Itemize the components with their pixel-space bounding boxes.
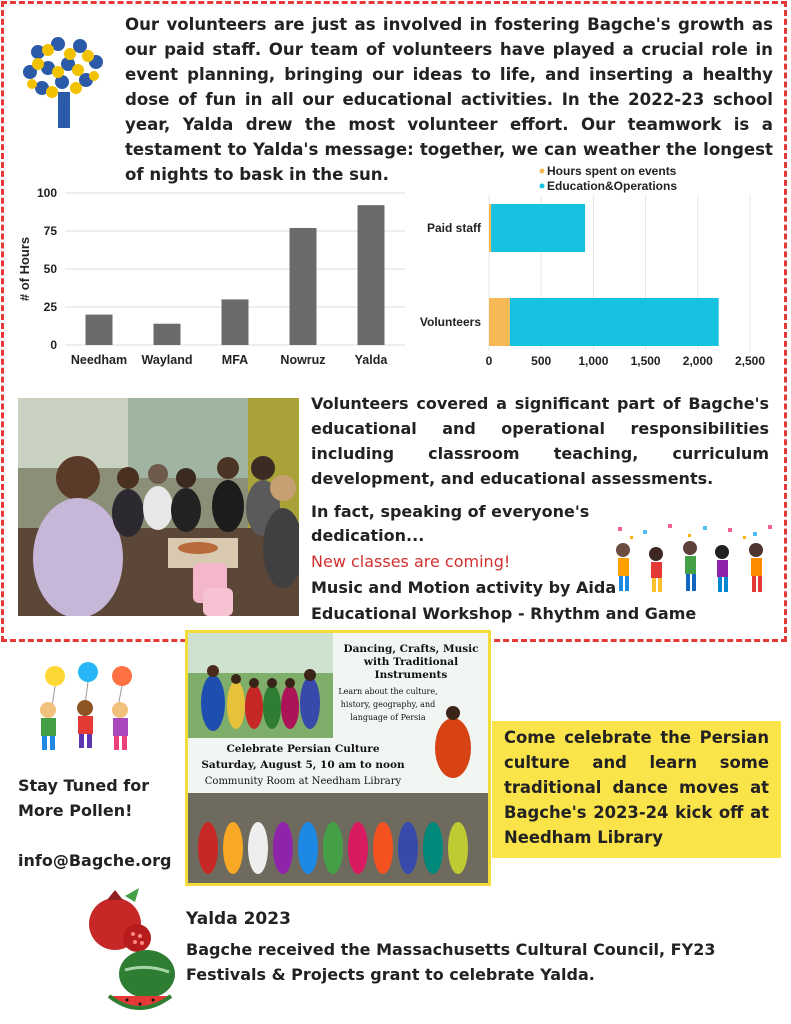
new-classes-text: New classes are coming! xyxy=(311,552,511,571)
celebrate-text: Come celebrate the Persian culture and learn some traditional dance moves at Bagche's 2023-24 kick off at Needham Library xyxy=(504,728,769,847)
stacked-bar-segment xyxy=(489,298,510,346)
stacked-bar-segment xyxy=(491,204,585,252)
x-tick-label: 500 xyxy=(531,354,552,368)
celebrate-callout xyxy=(492,721,781,858)
y-axis-label: # of Hours xyxy=(17,236,32,302)
flyer-heading: Dancing, Crafts, Music with Traditional Instruments xyxy=(343,643,479,681)
dedication-text: In fact, speaking of everyone's dedication... xyxy=(311,502,590,545)
volunteers-paragraph: Volunteers covered a significant part of Bagche's educational and operational responsibilities including classroom teaching, curriculum development, and educational assessments. xyxy=(311,394,769,488)
x-tick-label: Yalda xyxy=(354,353,388,367)
y-tick-label: Volunteers xyxy=(419,315,481,329)
y-tick-label: 50 xyxy=(43,262,57,276)
y-tick-label: 25 xyxy=(43,300,57,314)
x-tick-label: MFA xyxy=(221,353,249,367)
legend-swatch xyxy=(540,169,545,174)
workshop-text: Educational Workshop - Rhythm and Game xyxy=(311,604,697,623)
event-flyer xyxy=(185,630,491,886)
music-motion-text: Music and Motion activity by Aida xyxy=(311,578,617,597)
x-tick-label: Needham xyxy=(70,353,128,367)
staff-hours-chart-svg xyxy=(400,165,785,375)
events-hours-chart xyxy=(10,180,410,375)
volunteer-group-photo xyxy=(18,398,299,616)
bar xyxy=(222,299,249,345)
x-tick-label: 2,000 xyxy=(682,354,713,368)
yalda-title: Yalda 2023 xyxy=(186,909,291,929)
stacked-bar-segment xyxy=(489,204,491,252)
flyer-learn-text: Learn about the culture, history, geography, and language of Persia xyxy=(338,687,438,722)
hands-tree-logo xyxy=(18,32,108,132)
x-tick-label: 0 xyxy=(485,354,493,368)
bar xyxy=(154,324,181,345)
legend-swatch xyxy=(540,184,545,189)
y-tick-label: 0 xyxy=(50,338,57,352)
flyer-date: Saturday, August 5, 10 am to noon xyxy=(201,759,405,771)
flyer-place: Community Room at Needham Library xyxy=(204,776,402,787)
staff-hours-chart xyxy=(400,165,785,375)
x-tick-label: Wayland xyxy=(141,353,193,367)
balloon-kids-illustration xyxy=(30,662,145,757)
yalda-text: Bagche received the Massachusetts Cultural Council, FY23 Festivals & Projects grant to celebrate Yalda. xyxy=(186,940,716,984)
y-tick-label: Paid staff xyxy=(426,221,481,235)
x-tick-label: 1,000 xyxy=(578,354,609,368)
legend-label: Education&Operations xyxy=(547,179,678,193)
y-tick-label: 75 xyxy=(43,224,57,238)
y-tick-label: 100 xyxy=(36,186,57,200)
stay-tuned-text: Stay Tuned for More Pollen! xyxy=(18,776,150,820)
stacked-bar-segment xyxy=(510,298,719,346)
x-tick-label: 1,500 xyxy=(630,354,661,368)
intro-paragraph xyxy=(125,12,773,187)
contact-email[interactable]: info@Bagche.org xyxy=(18,851,172,870)
dancing-kids-illustration xyxy=(608,522,778,597)
x-tick-label: 2,500 xyxy=(734,354,766,368)
bar xyxy=(86,315,113,345)
intro-text: Our volunteers are just as involved in fostering Bagche's growth as our paid staff. Our team of volunteers have played a crucial role in event planning, bringing our ideas to life, and inserting a healthy dose of fun in all our educational activities. In the 2022-23 school year, Yalda drew the most volunteer effort. Our teamwork is a testament to Yalda's message: together, we can weather the longest of nights to bask in the sun. xyxy=(125,15,773,184)
legend-label: Hours spent on events xyxy=(547,165,677,178)
x-tick-label: Nowruz xyxy=(280,353,326,367)
flyer-celebrate-title: Celebrate Persian Culture xyxy=(226,743,380,755)
events-hours-chart-svg xyxy=(10,180,410,375)
pomegranate-watermelon-illustration xyxy=(85,886,180,1011)
bar xyxy=(290,228,317,345)
bar xyxy=(358,205,385,345)
